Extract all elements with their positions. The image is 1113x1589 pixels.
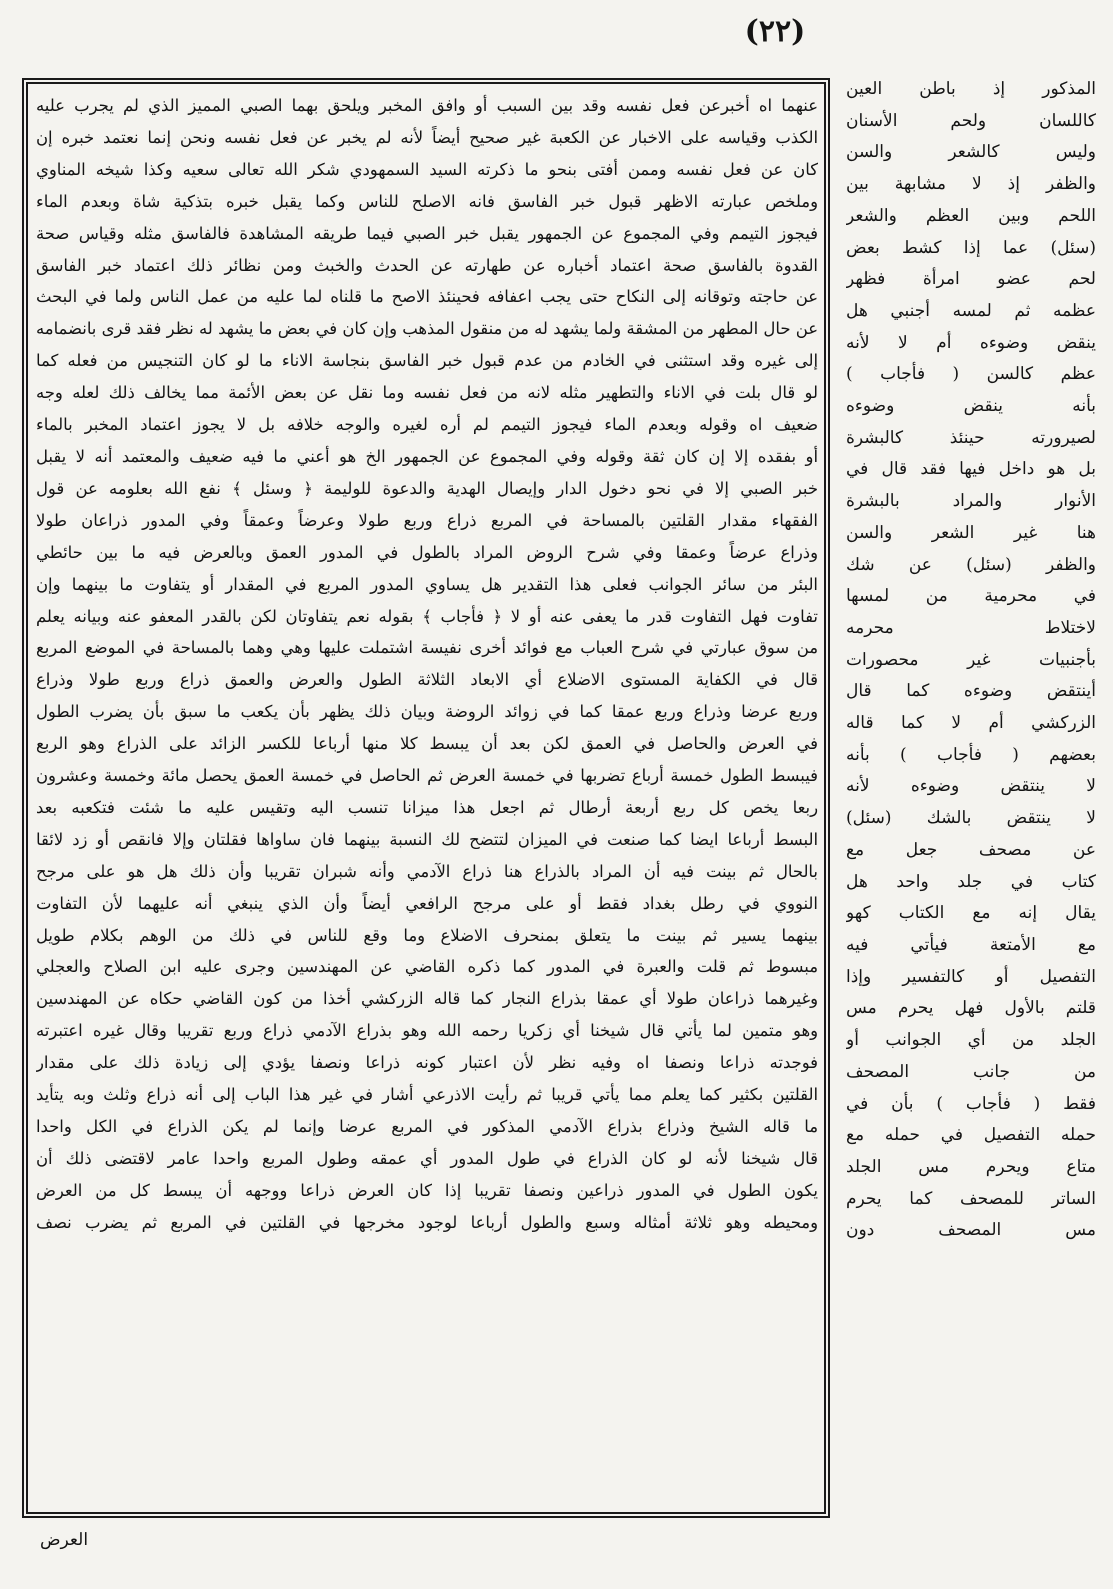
main-text-line: فيبسط الطول خمسة أرباع تضربها في خمسة العرض ثم الحاصل في خمسة العمق يحصل مائة وخمسة وعشرون — [36, 766, 818, 786]
margin-text-line: لصيرورته حينئذ كالبشرة — [846, 427, 1096, 448]
margin-text-line: مع الأمتعة فيأتي فيه — [846, 934, 1096, 955]
main-text-line: فوجدته ذراعا ونصفا اه وفيه نظر لأن اعتبار كونه ذراعا ونصفا يؤدي إلى زيادة ذلك على مقدار — [36, 1053, 818, 1073]
main-text-line: البسط أرباعا ايضا كما صنعت في الميزان لتتضح لك النسبة بينهما فان ساواها فقلتان وإلا فانقص أو زد لائقا — [36, 829, 818, 849]
main-text-line: البئر من سائر الجوانب فعلى هذا التقدير هل يساوي المدور المربع في المقدار أو يتفاوت ما بينهما وإن — [36, 574, 818, 594]
margin-text-line: والظفر (سئل) عن شك — [846, 554, 1096, 575]
margin-text-line: مس المصحف دون — [846, 1220, 1096, 1241]
margin-text-line: لا ينتقض بالشك (سئل) — [846, 808, 1096, 829]
main-text-line: وملخص عبارته الاظهر قبول خبر الفاسق فانه الاصلح للناس وكما يقبل خبره بتذكية شاة وبعدم الماء — [36, 191, 818, 211]
margin-text-line: ينقض وضوءه أم لا لأنه — [846, 332, 1096, 353]
main-text-line: أو بفقده إلا إن كان ثقة وقوله وفي المجموع عن الجمهور الخ هو أعني ما فيه ضعيف والمعتمد أنه لا يقبل — [36, 446, 818, 466]
main-text-line: إلى غيره وقد استثنى في الخادم من عدم قبول خبر الفاسق بنجاسة الاناء ما لو كان التنجيس من فعله كما — [36, 351, 818, 371]
margin-text-line: بعضهم ( فأجاب ) بأنه — [846, 744, 1096, 765]
margin-text-line: لا ينتقض وضوءه لأنه — [846, 776, 1096, 797]
page-number: (٢٢) — [744, 14, 806, 49]
main-text-line: لو قال بلت في الاناء والتطهير مثله لانه من فعل نفسه وما نقل عن بعض الأئمة مما يخالف ذلك لعله وجه — [36, 383, 818, 403]
margin-text-line: التفصيل أو كالتفسير وإذا — [846, 966, 1096, 987]
main-text-line: قال شيخنا لأنه لو كان الذراع في طول المدور أي عمقه وطول المربع واحدا عامر لاقتضى ذلك أن — [36, 1148, 818, 1168]
main-text-line: قال في الكفاية المستوى الاضلاع أي الابعاد الثلاثة الطول والعرض والعمق ذراع وربع طولا وذراع — [36, 670, 818, 690]
margin-text-line: فقط ( فأجاب ) بأن في — [846, 1093, 1096, 1114]
margin-text-line: لحم عضو امرأة فظهر — [846, 269, 1096, 290]
margin-text-line: الأنوار والمراد بالبشرة — [846, 491, 1096, 512]
main-text-line: من سوق عبارتي في شرح العباب مع فوائد أخرى نفيسة اشتملت عليها وهي وهما بالمساحة في الموضع المربع — [36, 638, 818, 658]
main-text-line: القدوة بالفاسق صحة اعتماد أخباره عن طهارته عن الحدث والخبث ومن نظائر ذلك اعتماد خبر الفاسق — [36, 255, 818, 275]
margin-text-line: الزركشي أم لا كما قاله — [846, 713, 1096, 734]
margin-text-line: في محرمية من لمسها — [846, 586, 1096, 607]
main-text-line: عنهما اه أخبرعن فعل نفسه وقد بين السبب أو وافق المخبر ويلحق بهما الصبي المميز الذي لم يجرب عليه — [36, 96, 818, 115]
margin-commentary — [846, 74, 1096, 1514]
catchword: العرض — [40, 1530, 89, 1550]
margin-text-line: بأنه ينقض وضوءه — [846, 396, 1096, 417]
margin-text-line: المذكور إذ باطن العين — [846, 79, 1096, 99]
margin-text-line: عن مصحف جعل مع — [846, 839, 1096, 860]
main-text-line: تفاوت فهل التفاوت قدر ما يعفى عنه أو لا ﴿ فأجاب ﴾ بقوله نعم يتفاوتان لكن بالقدر المعفو عنه وبيانه يعلم — [36, 606, 818, 626]
main-text-line: عن حال المطهر من المشقة ولما يشهد له من منقول المذهب وإن كان في بعض ما يشهد له نظر فقد قرى بانضمامه — [36, 319, 818, 339]
main-text-line: الفقهاء مقدار القلتين بالمساحة في المربع ذراع وربع طولا وعرضاً وعمقاً وفي المدور ذراعان طولا — [36, 510, 818, 530]
margin-text-line: من جانب المصحف — [846, 1061, 1096, 1082]
margin-text-line: وليس كالشعر والسن — [846, 142, 1096, 163]
margin-text-line: متاع ويحرم مس الجلد — [846, 1156, 1096, 1177]
main-text-line: ربعا يخص كل ربع أربعة أرطال ثم اجعل هذا ميزانا تنسب اليه وتقيس عليه ما شئت فتكعبه بعد — [36, 797, 818, 817]
main-text-line: خبر الصبي إلا في نحو دخول الدار وإيصال الهدية والدعوة للوليمة ﴿ وسئل ﴾ نفع الله بعلومه عن قول — [36, 478, 818, 498]
main-text-line: النووي في رطل بغداد فقط أو على مرجح الرافعي أيضاً وأن الذي ينبغي أنه عليهما لأن التفاوت — [36, 893, 818, 913]
margin-text-line: بل هو داخل فيها فقد قال في — [846, 459, 1096, 480]
margin-text-line: قلتم بالأول فهل يحرم مس — [846, 998, 1096, 1019]
margin-text-line: حمله التفصيل في حمله مع — [846, 1125, 1096, 1146]
main-text-line: كان عن فعل نفسه وممن أفتى بنحو ما ذكرته السيد السمهودي شكر الله تعالى سعيه وكذا شيخه المناوي — [36, 159, 818, 179]
main-text-line: في العرض والحاصل في العمق لكن بعد أن يبسط كلا منها أرباعا للكسر الزائد على الذراع وهو الربع — [36, 734, 818, 754]
margin-text-line: والظفر إذ لا مشابهة بين — [846, 174, 1096, 195]
main-text-line: ومحيطه وهو ثلاثة أمثاله وسبع والطول أرباعا لوجود مخرجها في القلتين في المربع ثم يضرب نصف — [36, 1212, 818, 1232]
margin-text-line: لاختلاط محرمه — [846, 617, 1096, 638]
main-text-line: بالحال ثم بينت فيه أن المراد بالذراع هنا ذراع الآدمي وأنه شبران تقريبا وأن ذلك هل هو على مرجح — [36, 861, 818, 881]
main-text-line: عن حاجته وتوقانه إلى النكاح حتى يجب اعفافه فحينئذ الاصح ما قلناه لما عليه من عمل الناس ولما في البحث — [36, 287, 818, 307]
main-text-line: وذراع عرضاً وعمقا وفي شرح الروض المراد بالطول في المدور العمق وبالعرض فيه ما بين حائطي — [36, 542, 818, 562]
main-text-line: وربع عرضا وذراع وربع عمقا كما في زوائد الروضة وبيان ذلك يظهر بأن يكعب ما سبق بأن يضرب الطول — [36, 702, 818, 722]
main-text-line: وغيرهما ذراعان طولا أي عمقا بذراع النجار كما قاله الزركشي أخذا من كون القاضي حكاه عن المهندسين — [36, 989, 818, 1009]
main-text-line: وهو متمين لما يأتي قال شيخنا أي زكريا رحمه الله وهو بذراع الآدمي ذراع وربع تقريبا وقال غيره اعتبرته — [36, 1021, 818, 1041]
margin-text-line: يقال إنه مع الكتاب كهو — [846, 903, 1096, 924]
margin-text-line: كتاب في جلد واحد هل — [846, 871, 1096, 892]
margin-text-line: الجلد من أي الجوانب أو — [846, 1030, 1096, 1051]
main-text-line: فيجوز التيمم وفي المجموع عن الجمهور يقبل خبر الصبي فيما طريقه المشاهدة فالفاسق مثله وقياس صحة — [36, 223, 818, 243]
margin-text-line: هنا غير الشعر والسن — [846, 522, 1096, 543]
margin-text-line: كاللسان ولحم الأسنان — [846, 110, 1096, 131]
main-text-line: ضعيف اه وقوله وبعدم الماء فيجوز التيمم لم أره لغيره والوجه خلافه بل لا يجوز اعتماد المخبر بالماء — [36, 415, 818, 435]
margin-text-line: أينتقض وضوءه كما قال — [846, 681, 1096, 702]
main-text-block — [36, 90, 818, 1510]
margin-text-line: عظمه ثم لمسه أجنبي هل — [846, 300, 1096, 321]
margin-text-line: الساتر للمصحف كما يحرم — [846, 1188, 1096, 1209]
main-text-line: يكون الطول في المدور ذراعين ونصفا تقريبا إذا كان العرض ذراعا ووجهه أن يبسط كل من العرض — [36, 1180, 818, 1200]
main-text-line: بينهما يسير ثم بينت ما يتعلق بمنحرف الاضلاع وما وقع للناس في ذلك من الوهم بكلام طويل — [36, 925, 818, 945]
main-text-line: الكذب وقياسه على الاخبار عن الكعبة غير صحيح أيضاً لأنه لم يخبر عن فعل نفسه ونحن إنما نعتمد خبره إن — [36, 127, 818, 147]
main-text-line: ما قاله الشيخ وذراع بذراع الآدمي المذكور في المربع عرضا وإنما لم يكن الذراع في الكل واحدا — [36, 1117, 818, 1136]
main-text-line: مبسوط ثم قلت والعبرة في المدور كما ذكره القاضي عن المهندسين وجرى عليه ابن الصلاح والعجلي — [36, 957, 818, 977]
main-text-line: القلتين بكثير كما يعلم مما يأتي قريبا ثم رأيت الاذرعي أشار في غير هذا الباب إلى أنه ذراع وثلث وبه يتأيد — [36, 1085, 818, 1105]
margin-text-line: (سئل) عما إذا كشط بعض — [846, 237, 1096, 258]
margin-text-line: عظم كالسن ( فأجاب ) — [846, 364, 1096, 385]
margin-text-line: اللحم وبين العظم والشعر — [846, 205, 1096, 226]
margin-text-line: بأجنبيات غير محصورات — [846, 649, 1096, 670]
